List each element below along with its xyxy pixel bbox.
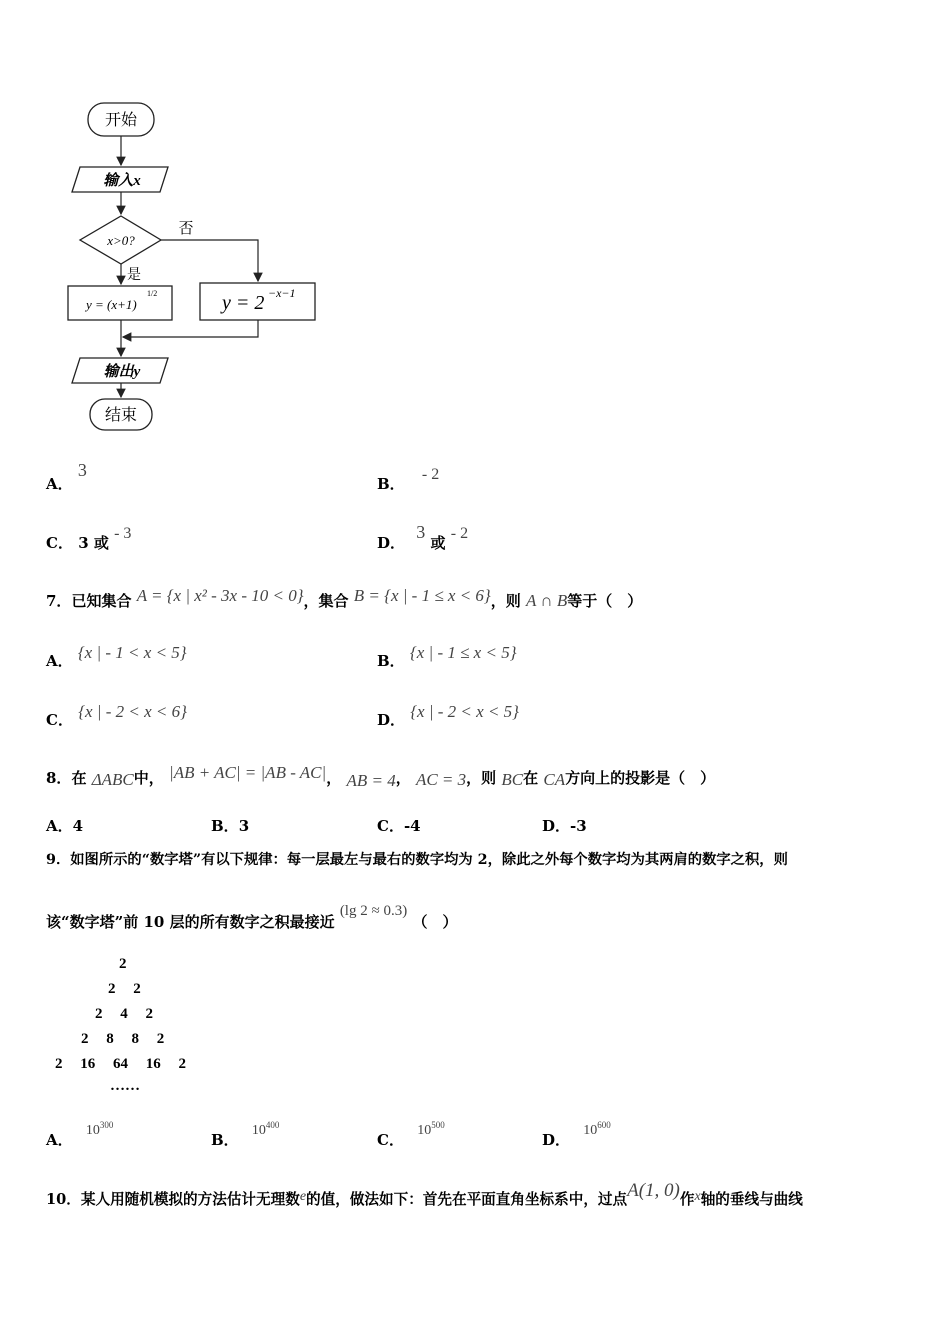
output-text: 输出y [103,364,141,380]
stem-text: ，集合 [303,592,349,610]
q8-option-d[interactable] [542,815,587,836]
option-base: 10 [251,1123,266,1138]
stem-text: 轴的垂线与曲线 [700,1191,803,1208]
q9-option-a[interactable] [46,1120,114,1150]
q7-option-c[interactable] [46,702,187,730]
option-value: 3 [416,522,426,542]
tower-cell: 2 [145,1006,153,1022]
stem-text: 作 [679,1191,695,1208]
q8-option-c[interactable] [377,815,421,836]
option-label: C． [46,534,73,552]
end-text: 结束 [104,407,138,424]
tower-cell: 16 [80,1056,96,1072]
q8-stem [46,763,716,790]
stem-text: ，则 [466,769,497,787]
tower-cell: 4 [120,1006,128,1022]
option-value: 4 [72,817,84,835]
option-label: D． [377,711,406,729]
stem-text: 等于（ ） [567,592,643,610]
tower-cell: 8 [131,1031,139,1047]
q6-option-d[interactable] [377,522,469,553]
constant-e: e [299,1189,307,1204]
left-process-text: y = (x+1) [86,297,137,312]
decision-text: x>0? [107,233,135,248]
option-mid: 或 [430,534,446,552]
q7-option-d[interactable] [377,702,519,730]
option-label: B． [211,1131,239,1149]
stem-text: 方向上的投影是（ ） [565,769,716,787]
tower-cell: 2 [178,1056,186,1072]
vector-ca: CA [543,770,566,789]
option-exp: 500 [431,1120,445,1130]
q6-option-a[interactable] [46,460,87,494]
tower-cell: 2 [95,1006,103,1022]
option-label: A． [46,1131,73,1149]
stem-text: ，则 [490,592,521,610]
option-label: B． [377,475,405,493]
ab-length: AB = 4 [346,771,396,790]
option-extra: - 2 [450,525,469,542]
start-text: 开始 [104,112,138,129]
q8-option-a[interactable] [46,815,83,836]
tower-cell: 64 [113,1056,128,1072]
vector-equation: |AB + AC| = |AB - AC| [169,763,327,782]
q9-option-c[interactable] [377,1120,445,1150]
option-base: 10 [417,1123,432,1138]
stem-text: 10．某人用随机模拟的方法估计无理数 [46,1191,300,1208]
input-text: 输入x [103,173,141,189]
right-process-exp: −x−1 [268,286,296,300]
option-value: {x | - 2 < x < 5} [410,702,519,721]
q7-stem [46,586,643,611]
right-process-text: y = 2 [222,292,265,314]
stem-text: 已知集合 [71,592,132,610]
q9-option-d[interactable] [542,1120,611,1150]
point-a: A(1, 0) [627,1180,680,1201]
lg-hint: (lg 2 ≈ 0.3) [339,903,408,919]
no-label: 否 [178,221,194,237]
tower-cell: 2 [119,956,127,972]
option-label: A． [46,652,73,670]
option-label: C． [377,817,404,835]
tower-cell: 16 [145,1056,161,1072]
flowchart [0,0,340,440]
stem-text: 在 [71,769,87,787]
tower-cell: 2 [133,981,141,997]
q6-option-c[interactable] [46,525,132,553]
tower-cell: 2 [81,1031,89,1047]
tower-dots: …… [110,1078,140,1094]
option-exp: 300 [99,1120,114,1130]
option-value: -4 [403,817,421,835]
tower-row-1 [119,956,127,973]
option-base: 10 [583,1123,598,1138]
left-process-exp: 1/2 [147,289,158,298]
tower-row-2 [108,981,141,998]
q10-stem [46,1180,803,1210]
stem-text: 该“数字塔”前 10 层的所有数字之积最接近 [46,913,335,931]
q9-stem-line1: 9．如图所示的“数字塔”有以下规律：每一层最左与最右的数字均为 2，除此之外每个数字均为其两肩的数字之积，则 [46,852,788,868]
question-number: 7． [46,592,72,610]
stem-text: ， [326,769,342,787]
set-b: B = {x | - 1 ≤ x < 6} [353,586,491,605]
question-number: 8． [46,769,72,787]
q6-option-b[interactable] [377,466,440,494]
option-exp: 600 [597,1120,611,1130]
q7-option-a[interactable] [46,643,187,671]
option-extra: - 3 [114,525,132,542]
yes-label: 是 [127,268,141,283]
option-label: C． [377,1131,404,1149]
option-label: A． [46,817,73,835]
q9-option-b[interactable] [211,1120,280,1150]
stem-text: ， [395,769,411,787]
tower-row-4 [81,1031,164,1048]
set-a: A = {x | x² - 3x - 10 < 0} [136,586,304,605]
option-base: 10 [85,1123,100,1138]
tower-row-3 [95,1006,153,1023]
tower-cell: 2 [108,981,116,997]
intersection-expr: A ∩ B [525,591,568,610]
tower-cell: 2 [156,1031,165,1047]
option-value: 3 [77,460,87,480]
q9-stem-line2 [46,903,458,932]
ac-length: AC = 3 [415,770,467,789]
x-axis-var: x [694,1189,701,1204]
option-value: {x | - 1 ≤ x < 5} [409,643,517,662]
option-value: {x | - 1 < x < 5} [77,643,187,662]
tower-cell: 8 [106,1031,114,1047]
tower-row-5 [55,1056,186,1073]
stem-text: 的值，做法如下：首先在平面直角坐标系中，过点 [306,1191,628,1208]
tower-cell: 2 [55,1056,63,1072]
stem-text: 在 [523,769,539,787]
option-label: D． [542,1131,571,1149]
option-label: B． [211,817,239,835]
option-value: 3 或 [78,534,109,552]
option-label: C． [46,711,73,729]
q7-option-b[interactable] [377,643,517,671]
vector-bc: BC [501,770,524,789]
stem-text: 中， [133,769,164,787]
triangle-abc: ΔABC [91,770,134,789]
option-value: - 2 [421,466,440,483]
option-label: B． [377,652,405,670]
option-value: 3 [238,817,250,835]
option-exp: 400 [265,1120,280,1130]
option-label: D． [542,817,571,835]
option-label: A． [46,475,73,493]
q8-option-b[interactable] [211,815,249,836]
option-value: {x | - 2 < x < 6} [78,702,187,721]
stem-text: （ ） [412,913,458,931]
option-value: -3 [570,817,587,835]
option-label: D． [377,534,406,552]
